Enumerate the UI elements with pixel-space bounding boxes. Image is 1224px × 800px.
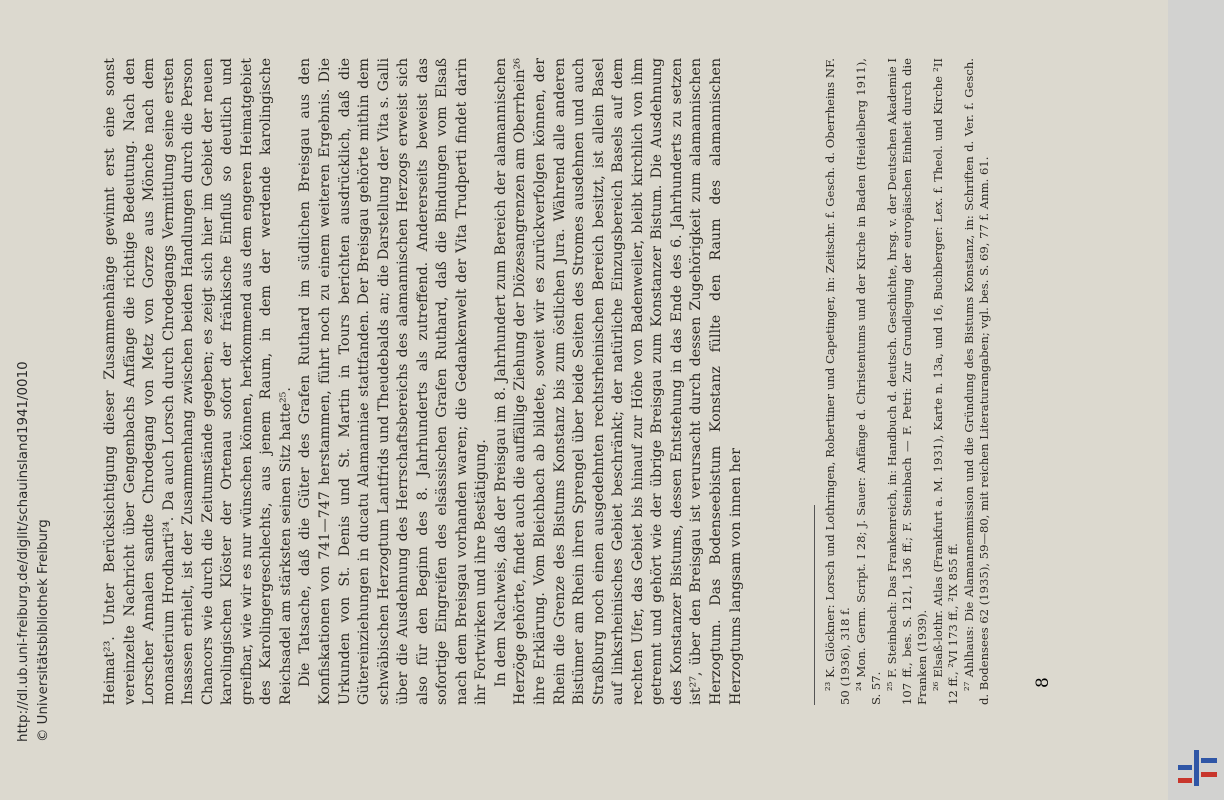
paragraph-2: Die Tatsache, daß die Güter des Grafen Ruthard im südlichen Breisgau aus den Konfiskationen von 741—747 herstammen, führt noch zu einem weiteren Ergebnis. Die Urkunden von St. Denis und St. Martin in Tours berichten ausdrücklich, daß die Gütereinziehungen in ducatu Alamanniae stattfanden. Der Breisgau gehörte mithin dem schwäbischen Herzogtum Lantfrids und Theudebalds an; die Darstellung der Vita s. Galli über die Ausdehnung des Herrschaftsbereichs des alamannischen Herzogs erweist sich also für den Beginn des 8. Jahrhunderts als zutreffend. Andererseits beweist das sofortige Eingreifen des elsässischen Grafen Ruthard, daß die Bindungen vom Elsaß nach dem Breisgau vorhanden waren; die Gedankenwelt der Vita Trudperti findet darin ihr Fortwirken und ihre Bestätigung. (297, 58, 490, 705)
footnote-rule (814, 505, 815, 705)
footnote-26: ²⁶ Elsaß-lothr. Atlas (Frankfurt a. M. 1931), Karte n. 13a, und 16, Buchberger: Lex. f. Theol. und Kirche ²II 12 ff., ²VI 173 ff., ²IX 855 ff. (930, 58, 961, 705)
sidebar-text (10, 0, 56, 800)
sidebar (1168, 0, 1224, 800)
footnote-27: ²⁷ Ahlhaus: Die Alamannenmission und die Gründung des Bistums Konstanz, in: Schriften d. Ver. f. Gesch. d. Bodensees 62 (1935), 59—80, mit reichen Literaturangaben; vgl. bes. S. 69, 77 f. Anm. 61. (961, 58, 992, 705)
body-text (101, 58, 746, 705)
page-number: 8 (1033, 677, 1053, 688)
paragraph-3: In dem Nachweis, daß der Breisgau im 8. Jahrhundert zum Bereich der alamannischen Herzöge gehörte, findet auch die auffällige Ziehung der Diözesangrenzen am Oberrhein²⁶ ihre Erklärung. Vom Bleichbach ab bildete, soweit wir es zurückverfolgen können, der Rhein die Grenze des Bistums Konstanz bis zum östlichen Jura. Während alle anderen Bistümer am Rhein ihren Sprengel über beide Seiten des Stromes ausdehnen und auch Straßburg noch einen ausgedehnten rechtsrheinischen Bereich besitzt, ist allein Basel auf linksrheinisches Gebiet beschränkt; der natürliche Einzugsbereich Basels auf dem rechten Ufer, das Gebiet bis hinauf zur Höhe von Badenweiler, bleibt kirchlich von ihm getrennt und gehört wie der übrige Breisgau zum Konstanzer Bistum. Die Ausdehnung des Konstanzer Bistums, dessen Entstehung in das Ende des 6. Jahrhunderts zu setzen ist²⁷, über den Breisgau ist verursacht durch dessen Zugehörigkeit zum alamannischen Herzogtum. Das Bodenseebistum Konstanz füllte den Raum des alamannischen Herzogtums langsam von innen her (492, 58, 744, 705)
footnote-24: ²⁴ Mon. Germ. Script. I 28; J. Sauer: Anfänge d. Christentums und der Kirche in Baden (Heidelberg 1911), S. 57. (853, 58, 884, 705)
source-url-link[interactable]: http://dl.ub.uni-freiburg.de/diglit/schauinsland1941/0010 (16, 361, 31, 742)
rotated-text-block (101, 58, 992, 705)
paragraph-1: Heimat²³. Unter Berücksichtigung dieser Zusammenhänge gewinnt erst eine sonst vereinzelte Nachricht über Gengenbachs Anfänge die richtige Bedeutung. Nach den Lorscher Annalen sandte Chrodegang von Metz von Gorze aus Mönche nach dem monasterium Hrodharti²⁴. Da auch Lorsch durch Chrodegangs Vermittlung seine ersten Insassen erhielt, ist der Zusammenhang zwischen beiden Handlungen durch die Person Chancors wie durch die Zeitumstände gegeben; es zeigt sich hier im Gebiet der neuen karolingischen Klöster der Ortenau sofort der fränkische Einfluß so deutlich und greifbar, wie wir es nur wünschen können, herkommend aus dem engeren Heimatgebiet des Karolingergeschlechts, aus jenem Raum, in dem der werdende karolingische Reichsadel am stärksten seinen Sitz hatte²⁵. (102, 58, 294, 705)
footnote-23: ²³ K. Glöckner: Lorsch und Lothringen, Robertiner und Capetinger, in: Zeitschr. f. Gesch. d. Oberrheins NF. 50 (1936), 318 f. (823, 58, 853, 705)
footnote-25: ²⁵ F. Steinbach: Das Frankenreich, in: Handbuch d. deutsch. Geschichte, hrsg. v. der Deutschen Akademie I 107 ff., bes. S. 121, 136 ff.; F. Steinbach — F. Petri: Zur Grundlegung der europäischen Einheit durch die Franken (1939). (884, 58, 930, 705)
copyright-text: © Universitätsbibliothek Freiburg (36, 519, 51, 742)
ub-freiburg-logo-icon (1176, 748, 1220, 788)
footnotes (823, 58, 992, 705)
